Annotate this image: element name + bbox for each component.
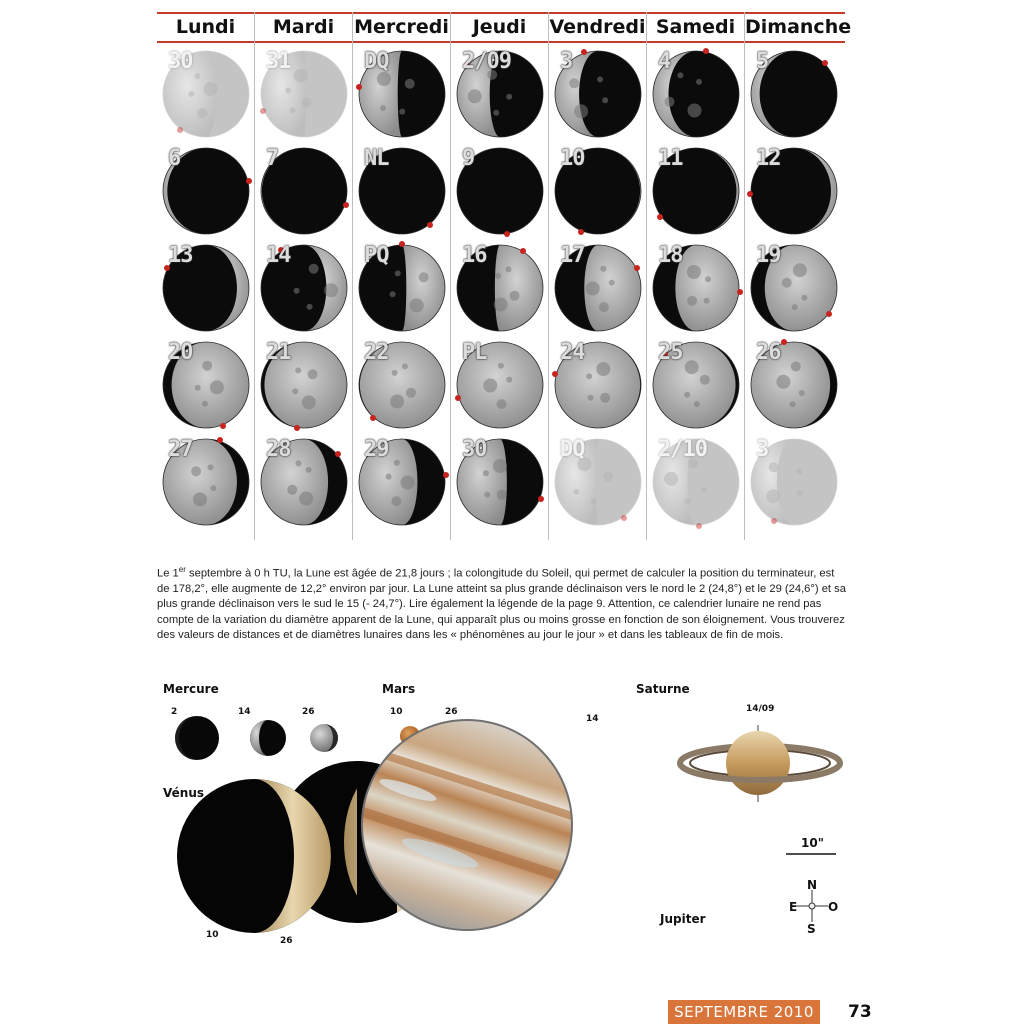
- lunar-calendar: [157, 12, 852, 540]
- caption-paragraph: [157, 562, 847, 643]
- mercure-26-disc: [310, 724, 338, 752]
- jupiter-date: 14: [586, 714, 599, 724]
- moon-crater: [208, 464, 214, 470]
- libration-dot: [443, 472, 449, 478]
- moon-crater: [193, 492, 207, 506]
- moon-crater: [694, 401, 700, 407]
- moon-day-cell: [451, 435, 548, 532]
- moon-day-label: 7: [266, 146, 279, 171]
- libration-dot: [455, 395, 461, 401]
- moon-day-label: 19: [756, 243, 781, 268]
- moon-day-cell: [157, 144, 254, 241]
- caption-text: septembre à 0 h TU, la Lune est âgée de 21,8 jours ; la colongitude du Soleil, qui permet de calculer la position du terminateur, est de 178,2°, elle augmente de 12,2° environ par jour. La Lune atteint sa plus grande déclinaison vers le nord le 2 (24,8°) et le 29 (24,6°) et sa plus grande déclinaison vers le sud le 15 (- 24,7°). Lire également la légende de la page 9. Attention, ce calendrier lunaire ne rend pas compte de la variation du diamètre apparent de la Lune, qui apparaît plus ou moins grosse en fonction de son éloignement. Vous trouverez des valeurs de distances et de diamètres lunaires dans les « phénomènes au jour le jour » et dans les tableaux de fin de mois.: [157, 567, 846, 641]
- moon-crater: [302, 97, 312, 107]
- caption-superscript: er: [178, 565, 186, 574]
- moon-day-cell: [549, 338, 646, 435]
- moon-day-label: 25: [658, 340, 683, 365]
- moon-crater: [302, 395, 316, 409]
- moon-day-label: 3: [756, 437, 769, 462]
- moon-crater: [495, 273, 501, 279]
- moon-day-label: 14: [266, 243, 291, 268]
- moon-crater: [685, 360, 699, 374]
- moon-crater: [782, 278, 792, 288]
- moon-crater: [797, 469, 803, 475]
- libration-dot: [356, 84, 362, 90]
- moon-lit-side: [402, 245, 445, 331]
- compass-icon: [796, 890, 828, 922]
- moon-crater: [410, 298, 424, 312]
- moon-crater: [493, 110, 499, 116]
- libration-dot: [399, 241, 405, 247]
- saturne-disc: [680, 725, 840, 802]
- moon-crater: [195, 385, 201, 391]
- moon-crater: [285, 88, 291, 94]
- moon-day-label: 28: [266, 437, 291, 462]
- moon-crater: [292, 388, 298, 394]
- moon-crater: [684, 392, 690, 398]
- moon-day-cell: [549, 47, 646, 144]
- moon-crater: [392, 370, 398, 376]
- weekday-header-jeudi: Jeudi: [472, 16, 527, 38]
- moon-day-label: 31: [266, 49, 291, 74]
- moon-crater: [324, 283, 338, 297]
- moon-day-cell: [157, 241, 254, 338]
- moon-crater: [468, 89, 482, 103]
- moon-day-cell: [745, 47, 842, 144]
- libration-dot: [335, 451, 341, 457]
- libration-dot: [294, 425, 300, 431]
- moon-day-label: 18: [658, 243, 683, 268]
- moon-crater: [210, 485, 216, 491]
- moon-crater: [586, 282, 600, 296]
- moon-lit-side: [675, 245, 739, 331]
- venus-10-disc: [177, 779, 331, 933]
- weekday-header-lundi: Lundi: [175, 16, 236, 38]
- moon-crater: [188, 91, 194, 97]
- compass-south: S: [807, 922, 816, 936]
- column-divider: [254, 12, 255, 540]
- weekday-header-mercredi: Mercredi: [354, 16, 449, 38]
- saturne-title: Saturne: [636, 682, 690, 696]
- moon-day-label: DQ: [560, 437, 585, 462]
- mercure-date-1: 2: [171, 707, 178, 717]
- footer-month-band: [668, 1000, 820, 1024]
- libration-dot: [343, 202, 349, 208]
- moon-day-cell: [745, 241, 842, 338]
- moon-day-label: 29: [364, 437, 389, 462]
- moon-crater: [596, 362, 610, 376]
- compass-west: O: [828, 900, 839, 914]
- moon-crater: [591, 498, 597, 504]
- moon-day-label: 2/10: [658, 437, 707, 462]
- moon-crater: [197, 108, 207, 118]
- moon-day-label: NL: [364, 146, 389, 171]
- moon-crater: [685, 498, 691, 504]
- moon-crater: [194, 73, 200, 79]
- moon-crater: [609, 280, 615, 286]
- moon-crater: [701, 487, 707, 493]
- moon-day-label: 24: [560, 340, 585, 365]
- libration-dot: [657, 214, 663, 220]
- moon-day-label: 30: [462, 437, 487, 462]
- moon-crater: [687, 296, 697, 306]
- moon-crater: [588, 395, 594, 401]
- weekday-header-vendredi: Vendredi: [549, 16, 646, 38]
- moon-day-cell: [255, 144, 352, 241]
- libration-dot: [177, 127, 183, 133]
- moon-day-cell: [549, 144, 646, 241]
- mercure-14-disc: [250, 720, 286, 756]
- moon-crater: [688, 104, 702, 118]
- moon-day-cell: [451, 241, 548, 338]
- moon-day-label: 20: [168, 340, 193, 365]
- jupiter-title: Jupiter: [660, 912, 706, 926]
- moon-crater: [386, 474, 392, 480]
- libration-dot: [634, 265, 640, 271]
- moon-crater: [493, 459, 507, 473]
- moon-day-cell: [255, 47, 352, 144]
- libration-dot: [552, 371, 558, 377]
- weekday-header-mardi: Mardi: [272, 16, 335, 38]
- caption-intro: Le 1: [157, 567, 179, 580]
- moon-crater: [664, 472, 678, 486]
- moon-crater: [483, 470, 489, 476]
- mars-date-2: 26: [445, 707, 458, 717]
- moon-crater: [600, 266, 606, 272]
- moon-crater: [796, 490, 802, 496]
- libration-dot: [703, 48, 709, 54]
- moon-crater: [290, 107, 296, 113]
- moon-crater: [287, 485, 297, 495]
- saturne-date: 14/09: [746, 704, 775, 714]
- moon-crater: [295, 460, 301, 466]
- compass-east: E: [789, 900, 798, 914]
- moon-crater: [687, 265, 701, 279]
- moon-crater: [776, 375, 790, 389]
- calendar-caption: [157, 562, 847, 643]
- venus-date-2: 26: [280, 936, 293, 946]
- mercure-title: Mercure: [163, 682, 219, 696]
- scale-label: 10": [801, 836, 824, 850]
- page-number: 73: [848, 1002, 872, 1022]
- moon-day-label: 3: [560, 49, 573, 74]
- moon-day-cell: [157, 338, 254, 435]
- moon-crater: [600, 393, 610, 403]
- moon-day-cell: [745, 435, 842, 532]
- moon-crater: [210, 380, 224, 394]
- moon-crater: [390, 291, 396, 297]
- libration-dot: [581, 49, 587, 55]
- moon-day-cell: [255, 338, 352, 435]
- moon-day-label: DQ: [364, 49, 389, 74]
- moon-day-label: 5: [756, 49, 769, 74]
- moon-day-label: 9: [462, 146, 475, 171]
- libration-dot: [217, 437, 223, 443]
- moon-crater: [402, 363, 408, 369]
- moon-day-cell: [451, 338, 548, 435]
- moon-day-cell: [745, 338, 842, 435]
- moon-crater: [602, 97, 608, 103]
- moon-crater: [497, 399, 507, 409]
- moon-crater: [569, 78, 579, 88]
- moon-crater: [792, 304, 798, 310]
- moon-day-cell: [255, 241, 352, 338]
- moon-crater: [599, 302, 609, 312]
- moon-crater: [696, 79, 702, 85]
- libration-dot: [696, 523, 702, 529]
- moon-crater: [390, 395, 404, 409]
- moon-day-cell: [157, 435, 254, 532]
- moon-day-cell: [451, 47, 548, 144]
- moon-day-label: 6: [168, 146, 181, 171]
- moon-day-label: 2/09: [462, 49, 511, 74]
- moon-day-label: 11: [658, 146, 683, 171]
- moon-day-cell: [353, 338, 450, 435]
- moon-crater: [401, 476, 415, 490]
- moon-day-cell: [353, 47, 450, 144]
- moon-crater: [498, 363, 504, 369]
- libration-dot: [747, 191, 753, 197]
- moon-crater: [678, 72, 684, 78]
- weekday-header-dimanche: Dimanche: [745, 16, 852, 38]
- moon-day-label: PQ: [364, 243, 389, 268]
- moon-day-cell: [353, 435, 450, 532]
- libration-dot: [427, 222, 433, 228]
- moon-crater: [306, 467, 312, 473]
- moon-crater: [204, 82, 218, 96]
- moon-crater: [793, 263, 807, 277]
- moon-crater: [573, 489, 579, 495]
- moon-crater: [394, 460, 400, 466]
- libration-dot: [822, 60, 828, 66]
- mars-date-1: 10: [390, 707, 403, 717]
- moon-day-label: 22: [364, 340, 389, 365]
- moon-day-label: 4: [658, 49, 671, 74]
- moon-crater: [484, 492, 490, 498]
- libration-dot: [246, 178, 252, 184]
- moon-crater: [506, 377, 512, 383]
- libration-dot: [538, 496, 544, 502]
- libration-dot: [220, 423, 226, 429]
- moon-crater: [769, 462, 779, 472]
- moon-crater: [294, 69, 308, 83]
- moon-crater: [586, 373, 592, 379]
- moon-day-label: 16: [462, 243, 487, 268]
- moon-crater: [202, 361, 212, 371]
- moon-day-cell: [647, 47, 744, 144]
- moon-day-cell: [157, 47, 254, 144]
- moon-day-label: 12: [756, 146, 781, 171]
- moon-crater: [510, 291, 520, 301]
- moon-day-cell: [745, 144, 842, 241]
- planets-drawing: [150, 670, 850, 970]
- moon-crater: [766, 489, 780, 503]
- venus-title: Vénus: [163, 786, 204, 800]
- moon-day-label: 13: [168, 243, 193, 268]
- moon-crater: [307, 304, 313, 310]
- moon-crater: [597, 76, 603, 82]
- moon-day-cell: [647, 144, 744, 241]
- moon-crater: [419, 272, 429, 282]
- column-divider: [646, 12, 647, 540]
- libration-dot: [370, 415, 376, 421]
- moon-crater: [399, 109, 405, 115]
- moon-day-label: 21: [266, 340, 291, 365]
- column-divider: [352, 12, 353, 540]
- moon-crater: [308, 369, 318, 379]
- moon-crater: [494, 298, 508, 312]
- moon-crater: [377, 72, 391, 86]
- column-divider: [450, 12, 451, 540]
- moon-crater: [574, 104, 588, 118]
- moon-crater: [801, 295, 807, 301]
- libration-dot: [578, 229, 584, 235]
- moon-day-label: 27: [168, 437, 193, 462]
- moon-crater: [790, 401, 796, 407]
- weekday-header-samedi: Samedi: [655, 16, 736, 38]
- moon-day-cell: [353, 241, 450, 338]
- libration-dot: [826, 311, 832, 317]
- moon-crater: [483, 379, 497, 393]
- moon-crater: [665, 97, 675, 107]
- moon-day-label: 17: [560, 243, 585, 268]
- libration-dot: [260, 108, 266, 114]
- moon-crater: [294, 288, 300, 294]
- footer-month: SEPTEMBRE 2010: [674, 1003, 814, 1021]
- libration-dot: [621, 515, 627, 521]
- moon-crater: [704, 298, 710, 304]
- header-top-rule: [157, 12, 845, 14]
- libration-dot: [737, 289, 743, 295]
- moon-day-label: 10: [560, 146, 585, 171]
- moon-crater: [603, 472, 613, 482]
- moon-day-cell: [451, 144, 548, 241]
- column-divider: [744, 12, 745, 540]
- moon-crater: [791, 362, 801, 372]
- moon-day-label: 26: [756, 340, 781, 365]
- moon-crater: [505, 266, 511, 272]
- moon-crater: [202, 401, 208, 407]
- mars-title: Mars: [382, 682, 416, 696]
- moon-day-cell: [647, 241, 744, 338]
- moon-day-label: 30: [168, 49, 193, 74]
- compass-north: N: [807, 878, 818, 892]
- moon-crater: [299, 492, 313, 506]
- moon-crater: [380, 105, 386, 111]
- column-divider: [548, 12, 549, 540]
- moon-crater: [497, 490, 507, 500]
- moon-crater: [406, 388, 416, 398]
- moon-day-label: PL: [462, 340, 487, 365]
- moon-crater: [705, 276, 711, 282]
- header-bottom-rule: [157, 41, 845, 43]
- mercure-date-2: 14: [238, 707, 251, 717]
- moon-day-cell: [647, 338, 744, 435]
- venus-date-1: 10: [206, 930, 219, 940]
- libration-dot: [781, 339, 787, 345]
- moon-crater: [506, 94, 512, 100]
- moon-day-cell: [549, 435, 646, 532]
- moon-crater: [191, 466, 201, 476]
- moon-crater: [700, 375, 710, 385]
- moon-crater: [395, 270, 401, 276]
- libration-dot: [520, 248, 526, 254]
- moon-crater: [799, 390, 805, 396]
- libration-dot: [504, 231, 510, 237]
- mercure-2-disc: [175, 716, 219, 760]
- jupiter-disc: [322, 684, 618, 967]
- moon-day-cell: [255, 435, 352, 532]
- planets-panel: [150, 670, 850, 970]
- moon-crater: [391, 496, 401, 506]
- moon-crater: [309, 264, 319, 274]
- moon-day-cell: [647, 435, 744, 532]
- libration-dot: [771, 518, 777, 524]
- moon-day-cell: [549, 241, 646, 338]
- moon-crater: [295, 367, 301, 373]
- moon-day-cell: [353, 144, 450, 241]
- moon-crater: [405, 79, 415, 89]
- moon-lit-side: [495, 245, 543, 331]
- mercure-date-3: 26: [302, 707, 315, 717]
